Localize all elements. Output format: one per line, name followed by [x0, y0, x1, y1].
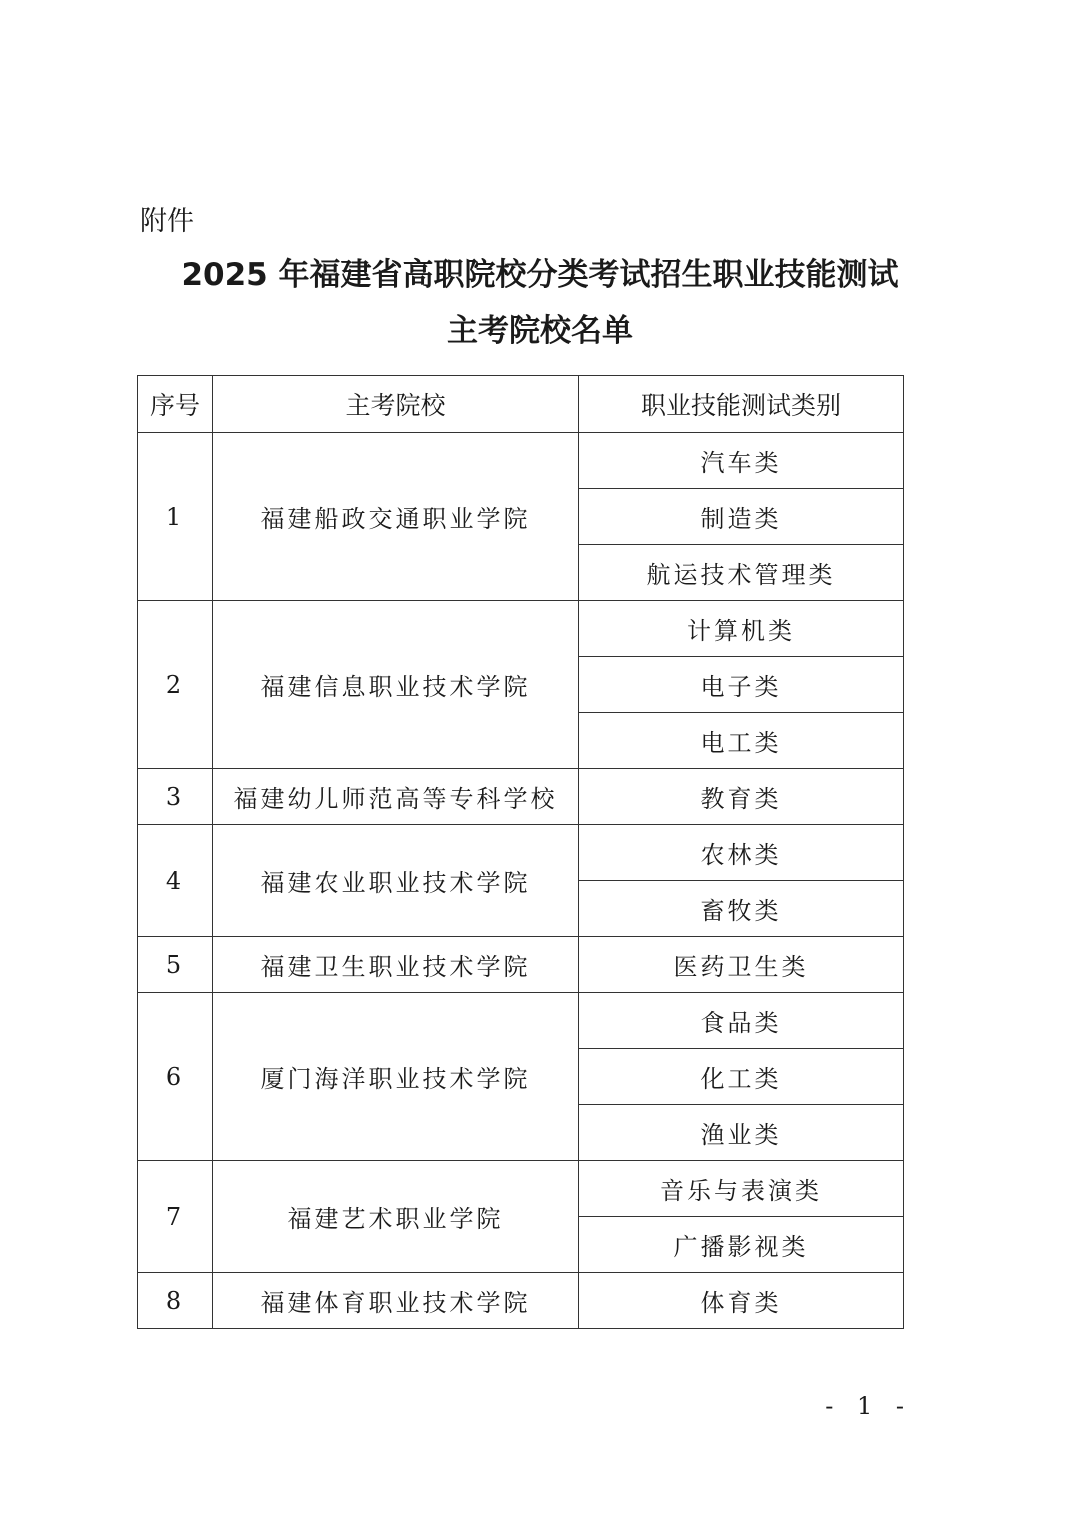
test-category-cell: 音乐与表演类 [579, 1161, 904, 1217]
test-category-cell: 医药卫生类 [579, 937, 904, 993]
school-name-cell: 福建幼儿师范高等专科学校 [213, 769, 579, 825]
serial-number-cell: 4 [138, 825, 213, 937]
serial-number-cell: 3 [138, 769, 213, 825]
school-name-cell: 福建体育职业技术学院 [213, 1273, 579, 1329]
serial-number-cell: 5 [138, 937, 213, 993]
header-test-category: 职业技能测试类别 [579, 376, 904, 433]
test-category-cell: 农林类 [579, 825, 904, 881]
school-list-table [137, 375, 904, 1329]
test-category-cell: 教育类 [579, 769, 904, 825]
test-category-cell: 广播影视类 [579, 1217, 904, 1273]
school-name-cell: 福建船政交通职业学院 [213, 433, 579, 601]
school-name-cell: 厦门海洋职业技术学院 [213, 993, 579, 1161]
school-name-cell: 福建信息职业技术学院 [213, 601, 579, 769]
table-body [138, 433, 904, 1329]
table-header-row [138, 376, 904, 433]
test-category-cell: 汽车类 [579, 433, 904, 489]
header-exam-school: 主考院校 [213, 376, 579, 433]
test-category-cell: 渔业类 [579, 1105, 904, 1161]
table-row [138, 1273, 904, 1329]
table-row [138, 825, 904, 881]
table-row [138, 937, 904, 993]
test-category-cell: 畜牧类 [579, 881, 904, 937]
page-number: - 1 - [825, 1392, 912, 1420]
table-row [138, 601, 904, 657]
attachment-label: 附件 [140, 206, 194, 237]
table-row [138, 433, 904, 489]
serial-number-cell: 8 [138, 1273, 213, 1329]
test-category-cell: 食品类 [579, 993, 904, 1049]
test-category-cell: 制造类 [579, 489, 904, 545]
test-category-cell: 航运技术管理类 [579, 545, 904, 601]
test-category-cell: 电子类 [579, 657, 904, 713]
school-name-cell: 福建艺术职业学院 [213, 1161, 579, 1273]
table-row [138, 993, 904, 1049]
table-row [138, 769, 904, 825]
document-title-line2: 主考院校名单 [447, 313, 633, 349]
test-category-cell: 化工类 [579, 1049, 904, 1105]
test-category-cell: 计算机类 [579, 601, 904, 657]
test-category-cell: 体育类 [579, 1273, 904, 1329]
table-row [138, 1161, 904, 1217]
school-name-cell: 福建农业职业技术学院 [213, 825, 579, 937]
serial-number-cell: 7 [138, 1161, 213, 1273]
header-serial-number: 序号 [138, 376, 213, 433]
document-title-line1: 2025 年福建省高职院校分类考试招生职业技能测试 [181, 257, 899, 293]
serial-number-cell: 2 [138, 601, 213, 769]
serial-number-cell: 1 [138, 433, 213, 601]
serial-number-cell: 6 [138, 993, 213, 1161]
test-category-cell: 电工类 [579, 713, 904, 769]
school-name-cell: 福建卫生职业技术学院 [213, 937, 579, 993]
